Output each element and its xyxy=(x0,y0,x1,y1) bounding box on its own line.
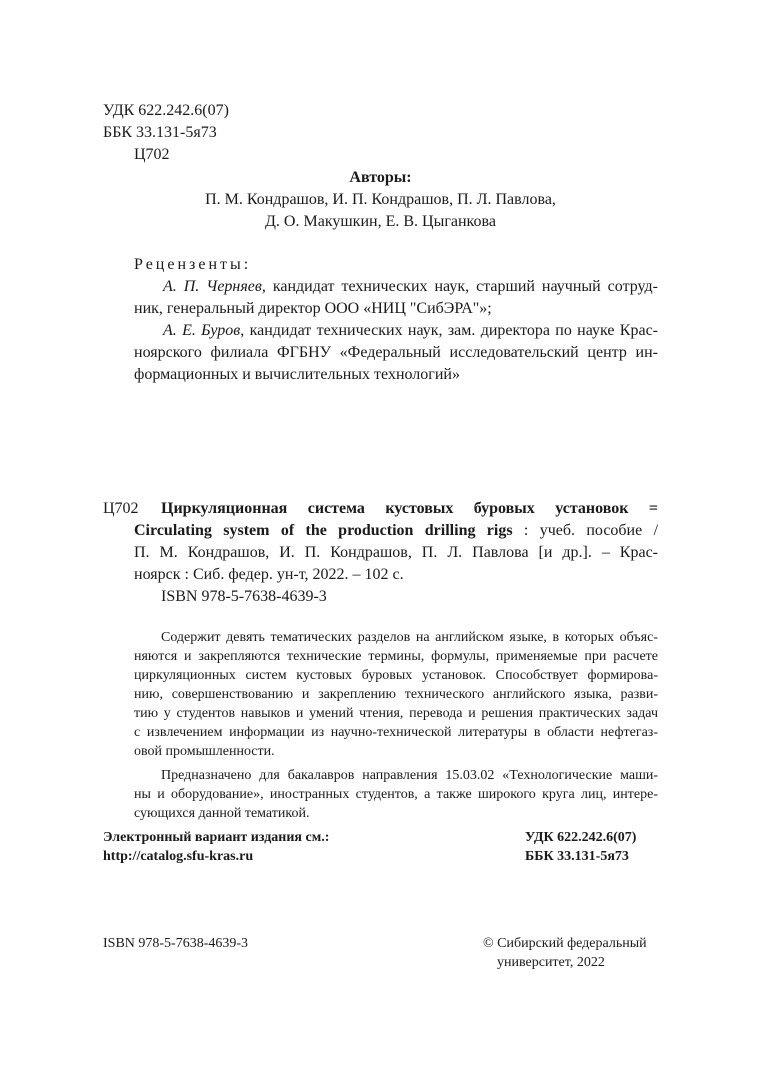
abstract-line: овой промышленности. xyxy=(134,744,275,759)
catalog-mark: Ц702 xyxy=(103,500,139,517)
copyright-line-2: университет, 2022 xyxy=(497,955,605,970)
electronic-bbk: ББК 33.131-5я73 xyxy=(525,849,629,864)
abstract-line: с извлечением информации из научно-технической литературы в области нефтегаз- xyxy=(134,725,658,740)
authors-heading: Авторы: xyxy=(349,169,412,186)
reviewer-1-line-1: А. П. Черняев, кандидат технических наук, старший научный сотруд- xyxy=(163,278,658,295)
electronic-version-label: Электронный вариант издания см.: xyxy=(103,830,330,845)
abstract-line: тию у студентов навыков и умений чтения, перевода и решения практических задач xyxy=(134,706,658,721)
electronic-udk: УДК 622.242.6(07) xyxy=(525,830,637,845)
reviewer-2-line-1: А. Е. Буров, кандидат технических наук, зам. директора по науке Крас- xyxy=(163,322,659,339)
catalog-line-3: П. М. Кондрашов, И. П. Кондрашов, П. Л. Павлова [и др.]. – Крас- xyxy=(134,544,658,561)
catalog-line-4: ноярск : Сиб. федер. ун-т, 2022. – 102 с. xyxy=(134,566,404,583)
catalog-title-ru: Циркуляционная система кустовых буровых установок = xyxy=(161,500,658,517)
catalog-isbn: ISBN 978-5-7638-4639-3 xyxy=(161,588,327,605)
authors-line-1: П. М. Кондрашов, И. П. Кондрашов, П. Л. Павлова, xyxy=(205,191,556,208)
reviewer-1-line-2: ник, генеральный директор ООО «НИЦ "СибЭРА"»; xyxy=(134,300,492,317)
authors-line-2: Д. О. Макушкин, Е. В. Цыганкова xyxy=(265,213,496,230)
reviewer-2-line-2: ноярского филиала ФГБНУ «Федеральный исследовательский центр ин- xyxy=(134,344,658,361)
reviewer-1-name: А. П. Черняев xyxy=(163,278,262,295)
catalog-url[interactable]: http://catalog.sfu-kras.ru xyxy=(103,849,254,864)
audience-line: Предназначено для бакалавров направления 15.03.02 «Технологические маши- xyxy=(161,768,658,783)
catalog-line-2: Circulating system of the production drilling rigs : учеб. пособие / xyxy=(134,522,659,539)
reviewers-heading: Рецензенты: xyxy=(134,256,252,273)
audience-line: ны и оборудование», иностранных студентов, а также широкого круга лиц, интере- xyxy=(134,787,658,802)
audience-line: сующихся данной тематикой. xyxy=(134,806,310,821)
bbk-code: ББК 33.131-5я73 xyxy=(103,124,217,141)
author-mark: Ц702 xyxy=(134,146,170,163)
udk-code: УДК 622.242.6(07) xyxy=(103,102,229,119)
footer-isbn: ISBN 978-5-7638-4639-3 xyxy=(103,936,249,951)
abstract-line: циркуляционных систем кустовых буровых установок. Способствует формирова- xyxy=(134,668,658,683)
abstract-line: няются и закрепляются технические термины, формулы, применяемые при расчете xyxy=(134,649,658,664)
catalog-title-en: Circulating system of the production drilling rigs xyxy=(134,522,513,539)
abstract-line: Содержит девять тематических разделов на английском языке, в которых объяс- xyxy=(161,630,658,645)
reviewer-2-line-3: формационных и вычислительных технологий» xyxy=(134,366,460,383)
copyright-line-1: © Сибирский федеральный xyxy=(483,936,647,951)
reviewer-2-name: А. Е. Буров xyxy=(163,322,241,339)
abstract-line: нию, совершенствованию и закреплению технического английского языка, разви- xyxy=(134,687,658,702)
